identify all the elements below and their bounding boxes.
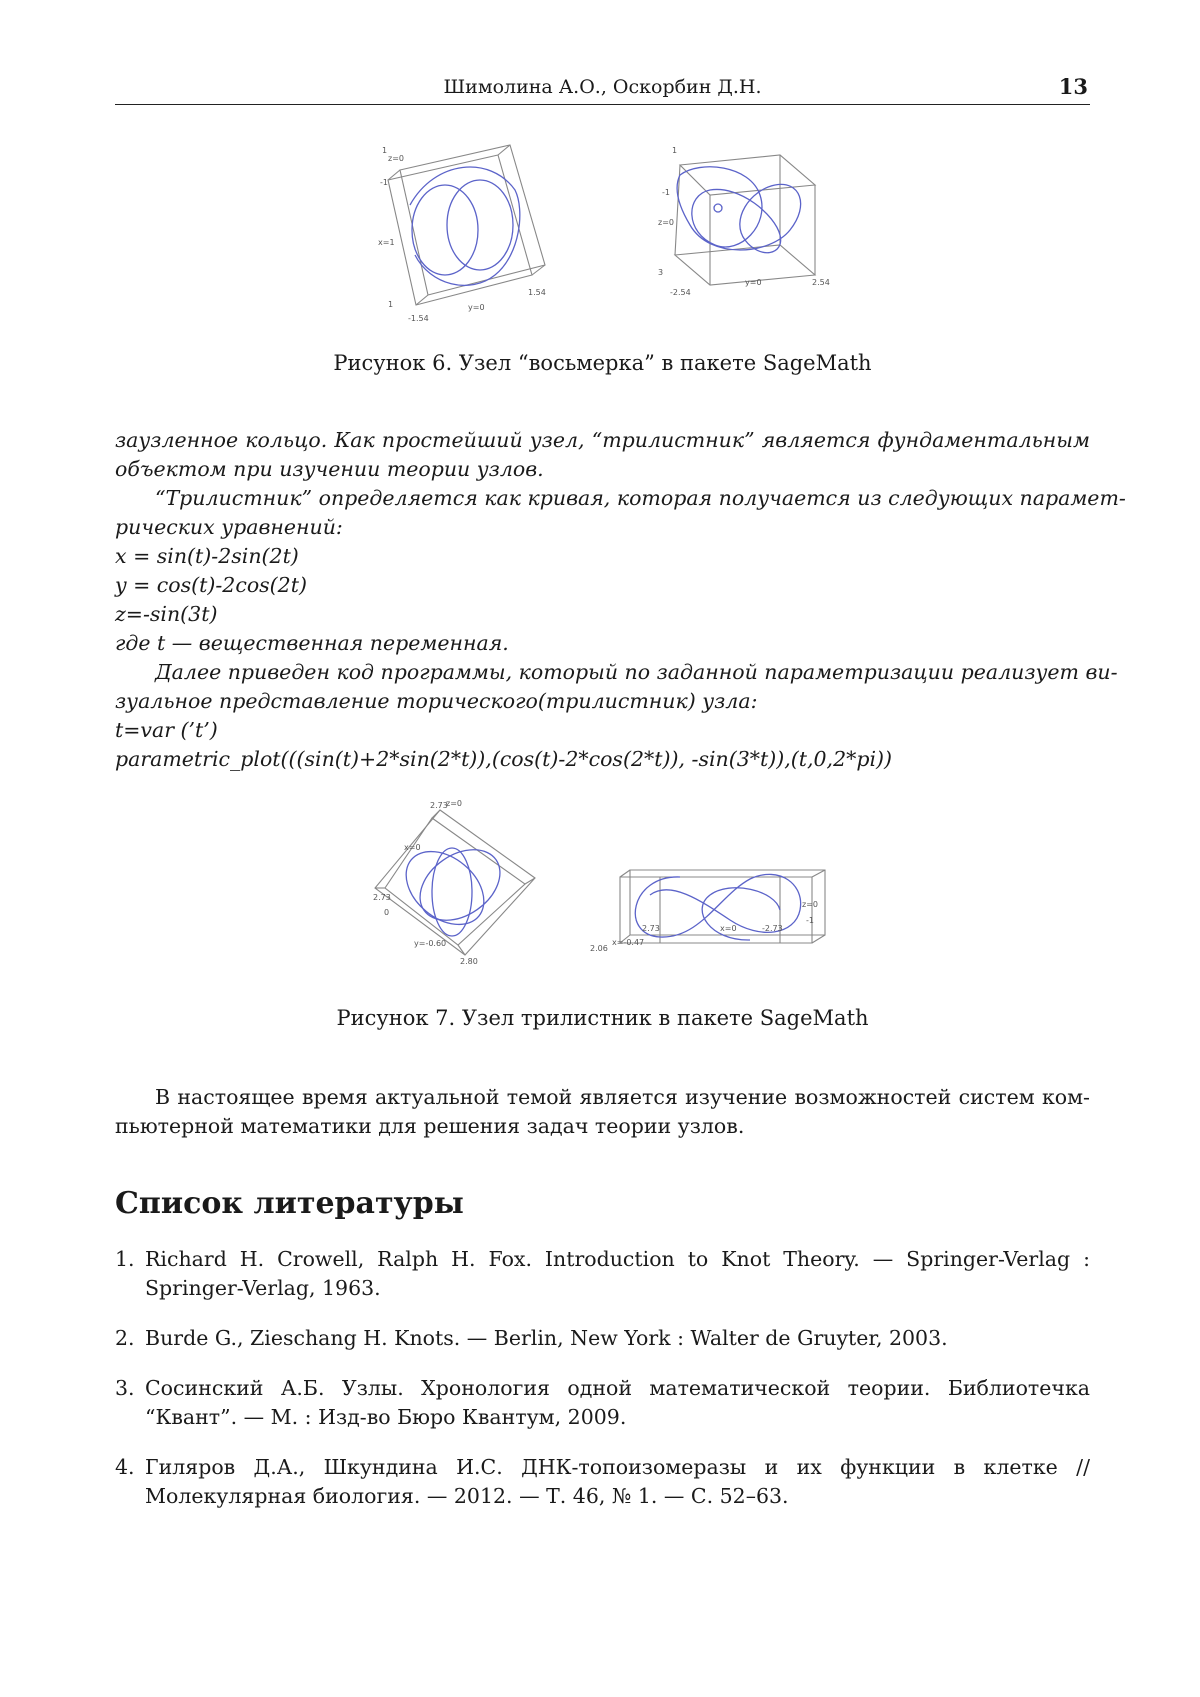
reference-item bbox=[115, 1453, 1090, 1511]
plot-label: 2.80 bbox=[460, 957, 478, 966]
figure6-left-plot bbox=[380, 145, 570, 330]
text-line: рических уравнений: bbox=[115, 515, 343, 539]
plot-label: 2.73 bbox=[430, 801, 448, 810]
plot-label: 2.73 bbox=[642, 924, 660, 933]
code-block bbox=[115, 716, 1090, 774]
plot-label: 1 bbox=[388, 300, 394, 309]
plot-label: 3 bbox=[658, 268, 664, 277]
code-line: t=var (’t’) bbox=[115, 718, 218, 742]
paragraph-conclusion bbox=[115, 1083, 1090, 1141]
plot-label: -2.73 bbox=[762, 924, 783, 933]
plot-label: z=0 bbox=[446, 799, 462, 808]
reference-item bbox=[115, 1245, 1090, 1303]
plot-label: z=0 bbox=[658, 218, 674, 227]
running-header bbox=[115, 74, 1090, 105]
paragraph-trefoil-definition bbox=[115, 484, 1126, 542]
plot-label: -1.54 bbox=[408, 314, 429, 323]
plot-label: 1.54 bbox=[528, 288, 546, 297]
equations bbox=[115, 542, 1090, 658]
plot-label: y=-0.60 bbox=[414, 939, 447, 948]
plot-label: 2.73 bbox=[373, 893, 391, 902]
plot-label: z=0 bbox=[802, 900, 818, 909]
plot-label: x=0 bbox=[404, 843, 421, 852]
plot-label: -1 bbox=[806, 916, 814, 925]
text-line: пьютерной математики для решения задач теории узлов. bbox=[115, 1114, 745, 1138]
figure7-right-plot bbox=[590, 865, 830, 955]
plot-label: x=0 bbox=[720, 924, 737, 933]
reference-item bbox=[115, 1374, 1090, 1432]
equation-line: z=-sin(3t) bbox=[115, 602, 218, 626]
plot-label: y=0 bbox=[468, 303, 485, 312]
figure6-caption: Рисунок 6. Узел “восьмерка” в пакете SageMath bbox=[333, 351, 872, 375]
plot-label: x=1 bbox=[378, 238, 395, 247]
reference-number: 2. bbox=[115, 1326, 135, 1350]
equation-line: y = cos(t)-2cos(2t) bbox=[115, 573, 307, 597]
figure7-caption: Рисунок 7. Узел трилистник в пакете SageMath bbox=[336, 1006, 869, 1030]
plot-label: 2.54 bbox=[812, 278, 830, 287]
text-line: зуальное представление торического(трилистник) узла: bbox=[115, 689, 758, 713]
text-line: В настоящее время актуальной темой является изучение возможностей систем ком- bbox=[155, 1085, 1090, 1109]
text-line: объектом при изучении теории узлов. bbox=[115, 457, 544, 481]
figure7-left-plot bbox=[370, 800, 550, 965]
reference-number: 1. bbox=[115, 1247, 135, 1271]
plot-label: 2.06 bbox=[590, 944, 608, 953]
paragraph-trefoil-intro bbox=[115, 426, 1090, 484]
plot-label: x=-0.47 bbox=[612, 938, 645, 947]
references-list bbox=[115, 1245, 1090, 1532]
references-heading: Список литературы bbox=[115, 1186, 464, 1221]
reference-text: Гиляров Д.А., Шкундина И.С. ДНК-топоизомеразы и их функции в клетке // Молекулярная биология. — 2012. — Т. 46, № 1. — С. 52–63. bbox=[145, 1455, 1090, 1508]
figure6-right-plot bbox=[640, 145, 840, 325]
text-line: заузленное кольцо. Как простейший узел, “трилистник” является фундаментальным bbox=[115, 428, 1090, 452]
reference-item bbox=[115, 1324, 1090, 1353]
reference-number: 3. bbox=[115, 1376, 135, 1400]
plot-label: 0 bbox=[384, 908, 390, 917]
equation-line: где t — вещественная переменная. bbox=[115, 631, 509, 655]
plot-label: -2.54 bbox=[670, 288, 691, 297]
reference-text: Richard H. Crowell, Ralph H. Fox. Introduction to Knot Theory. — Springer-Verlag : Springer-Verlag, 1963. bbox=[145, 1247, 1090, 1300]
reference-text: Burde G., Zieschang H. Knots. — Berlin, New York : Walter de Gruyter, 2003. bbox=[145, 1326, 948, 1350]
code-line: parametric_plot(((sin(t)+2*sin(2*t)),(cos(t)-2*cos(2*t)), -sin(3*t)),(t,0,2*pi)) bbox=[115, 747, 893, 771]
reference-number: 4. bbox=[115, 1455, 135, 1479]
plot-label: -1 bbox=[380, 178, 388, 187]
plot-label: y=0 bbox=[745, 278, 762, 287]
plot-label: 1 bbox=[672, 146, 678, 155]
reference-text: Сосинский А.Б. Узлы. Хронология одной математической теории. Библиотечка “Квант”. — М. : Изд-во Бюро Квантум, 2009. bbox=[145, 1376, 1090, 1429]
header-authors: Шимолина А.О., Оскорбин Д.Н. bbox=[443, 76, 762, 98]
plot-label: -1 bbox=[662, 188, 670, 197]
paragraph-code-intro bbox=[115, 658, 1118, 716]
plot-label: z=0 bbox=[388, 154, 404, 163]
page-number: 13 bbox=[1058, 74, 1088, 99]
plot-label: 1 bbox=[382, 146, 388, 155]
text-line: Далее приведен код программы, который по заданной параметризации реализует ви- bbox=[155, 660, 1118, 684]
text-line: “Трилистник” определяется как кривая, которая получается из следующих парамет- bbox=[155, 486, 1126, 510]
equation-line: x = sin(t)-2sin(2t) bbox=[115, 544, 299, 568]
